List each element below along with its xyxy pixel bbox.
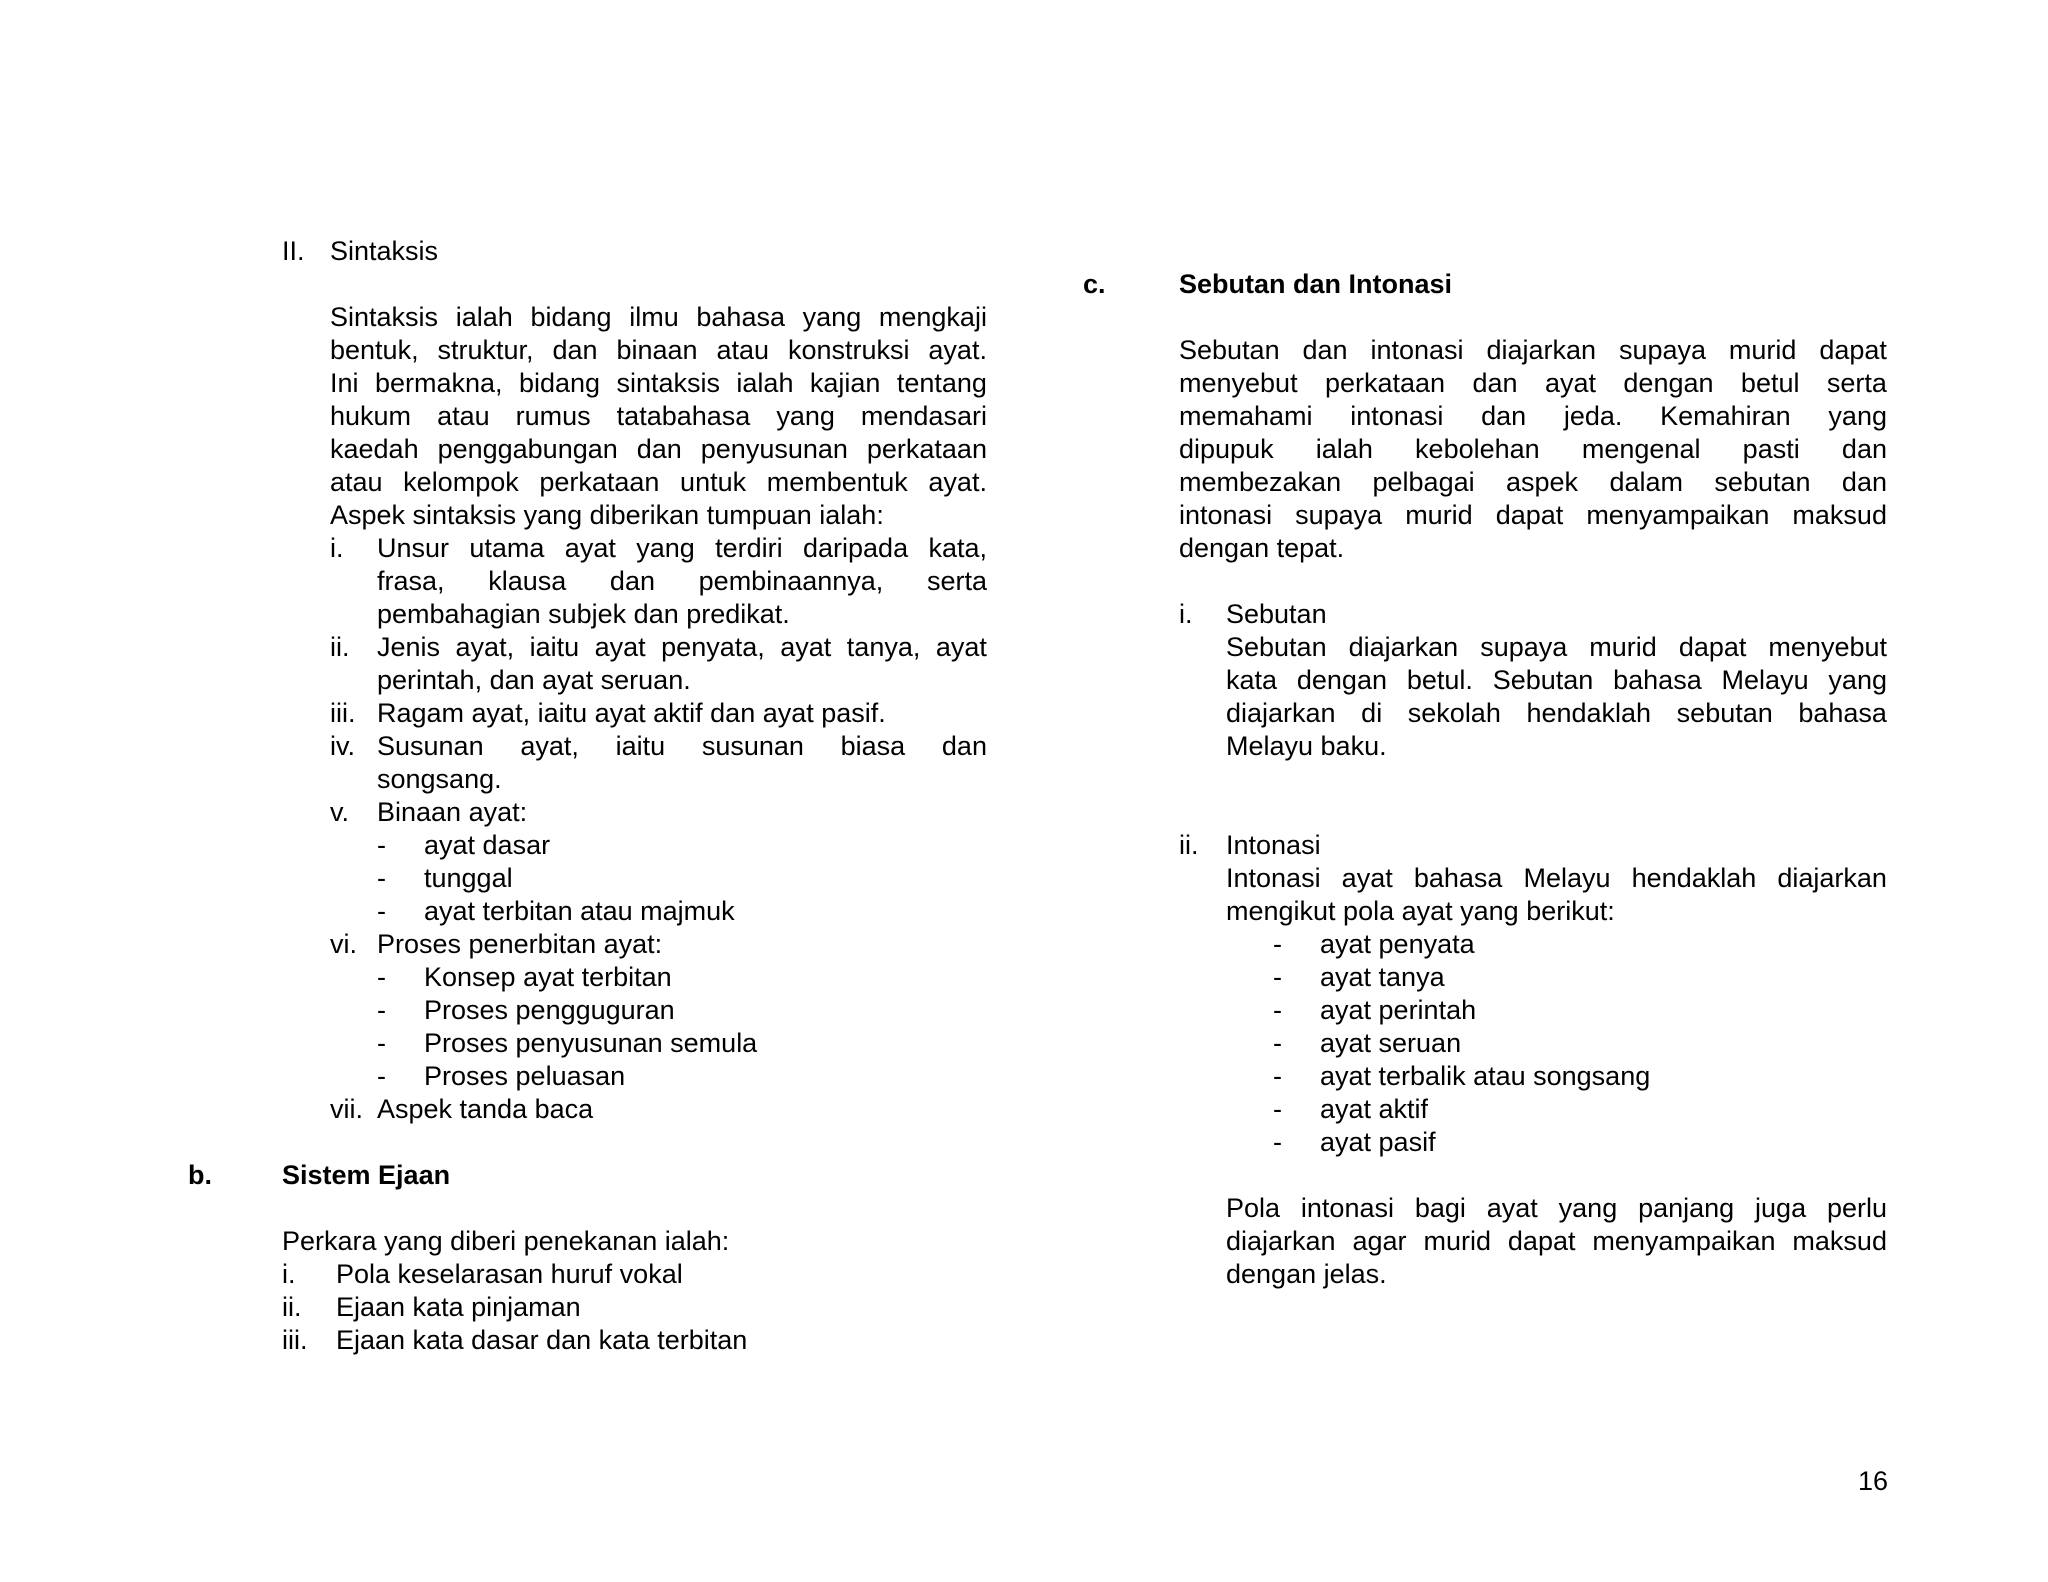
dash-marker: - bbox=[1273, 929, 1282, 959]
list-marker: iv. bbox=[330, 731, 355, 761]
word: membezakan bbox=[1179, 467, 1342, 497]
paragraph-line bbox=[330, 301, 987, 334]
word: biasa bbox=[840, 731, 906, 761]
paragraph-line bbox=[1179, 433, 1887, 466]
word: untuk bbox=[680, 467, 747, 497]
paragraph-line: dengan jelas. bbox=[1226, 1259, 1387, 1289]
word: sintaksis bbox=[616, 368, 720, 398]
word: Susunan bbox=[377, 731, 484, 761]
word: iaitu bbox=[615, 731, 666, 761]
list-marker: v. bbox=[330, 797, 349, 827]
word: penyusunan bbox=[700, 434, 848, 464]
paragraph-line bbox=[330, 433, 987, 466]
bullet-item: ayat aktif bbox=[1320, 1094, 1429, 1124]
list-marker: iii. bbox=[330, 698, 356, 728]
word: rumus bbox=[515, 401, 591, 431]
bullet-item: ayat seruan bbox=[1320, 1028, 1462, 1058]
sub-item: Konsep ayat terbitan bbox=[424, 962, 672, 992]
word: ayat. bbox=[928, 335, 987, 365]
list-item-line: Ejaan kata pinjaman bbox=[336, 1292, 581, 1322]
word: Sebutan bbox=[1226, 632, 1327, 662]
word: hendaklah bbox=[1526, 698, 1652, 728]
list-marker: i. bbox=[330, 533, 344, 563]
word: Sebutan bbox=[1179, 335, 1280, 365]
word: bagi bbox=[1414, 1193, 1466, 1223]
word: Ini bbox=[330, 368, 359, 398]
word: supaya bbox=[1295, 500, 1383, 530]
paragraph-line bbox=[330, 367, 987, 400]
word: kaedah bbox=[330, 434, 419, 464]
word: dipupuk bbox=[1179, 434, 1274, 464]
word: Jenis bbox=[377, 632, 441, 662]
word: perlu bbox=[1826, 1193, 1887, 1223]
word: dan bbox=[636, 434, 682, 464]
word: ayat, bbox=[455, 632, 515, 662]
word: perkataan bbox=[539, 467, 660, 497]
word: menyampaikan bbox=[1592, 1226, 1776, 1256]
paragraph-line: dengan tepat. bbox=[1179, 533, 1345, 563]
dash-marker: - bbox=[1273, 1127, 1282, 1157]
word: murid bbox=[1405, 500, 1473, 530]
section-title: Sintaksis bbox=[330, 236, 439, 266]
sub-item: ayat dasar bbox=[424, 830, 551, 860]
word: diajarkan bbox=[1348, 632, 1459, 662]
page-number: 16 bbox=[1857, 1466, 1888, 1496]
word: perkataan bbox=[866, 434, 987, 464]
paragraph-line: Aspek sintaksis yang diberikan tumpuan ialah: bbox=[330, 500, 884, 530]
word: bahasa bbox=[696, 302, 785, 332]
word: tentang bbox=[896, 368, 987, 398]
dash-marker: - bbox=[377, 896, 386, 926]
list-item-line: songsang. bbox=[377, 764, 502, 794]
list-item-line: Binaan ayat: bbox=[377, 797, 528, 827]
bullet-item: ayat pasif bbox=[1320, 1127, 1436, 1157]
section-title: Sistem Ejaan bbox=[282, 1160, 451, 1190]
word: kata, bbox=[928, 533, 987, 563]
paragraph-line bbox=[1226, 862, 1887, 895]
word: yang bbox=[776, 401, 835, 431]
word: intonasi bbox=[1350, 401, 1444, 431]
word: Melayu bbox=[1721, 665, 1809, 695]
word: dapat bbox=[1819, 335, 1887, 365]
dash-marker: - bbox=[377, 1028, 386, 1058]
word: hendaklah bbox=[1631, 863, 1757, 893]
subsection-title: Intonasi bbox=[1226, 830, 1321, 860]
dash-marker: - bbox=[1273, 995, 1282, 1025]
dash-marker: - bbox=[377, 863, 386, 893]
word: dan bbox=[941, 731, 987, 761]
word: bahasa bbox=[1613, 665, 1702, 695]
list-marker: vi. bbox=[330, 929, 357, 959]
word: ayat bbox=[1341, 863, 1393, 893]
list-item-line: Aspek tanda baca bbox=[377, 1094, 594, 1124]
word: utama bbox=[469, 533, 545, 563]
word: mengenal bbox=[1581, 434, 1701, 464]
list-marker: ii. bbox=[282, 1292, 302, 1322]
list-item-line: Proses penerbitan ayat: bbox=[377, 929, 663, 959]
sub-item: Proses peluasan bbox=[424, 1061, 626, 1091]
word: Kemahiran bbox=[1660, 401, 1791, 431]
word: penyata, bbox=[661, 632, 765, 662]
word: hukum bbox=[330, 401, 412, 431]
list-marker: i. bbox=[1179, 599, 1193, 629]
word: ialah bbox=[736, 368, 794, 398]
word: atau bbox=[330, 467, 383, 497]
word: daripada bbox=[803, 533, 909, 563]
word: dapat bbox=[1678, 632, 1747, 662]
list-marker: i. bbox=[282, 1259, 296, 1289]
bullet-item: ayat tanya bbox=[1320, 962, 1445, 992]
paragraph-line bbox=[330, 400, 987, 433]
word: panjang bbox=[1638, 1193, 1735, 1223]
word: ayat, bbox=[520, 731, 579, 761]
word: memahami bbox=[1179, 401, 1313, 431]
word: Melayu bbox=[1523, 863, 1611, 893]
word: konstruksi bbox=[787, 335, 910, 365]
list-item-line bbox=[377, 631, 987, 664]
list-marker: ii. bbox=[1179, 830, 1199, 860]
word: betul. bbox=[1406, 665, 1473, 695]
bullet-item: ayat perintah bbox=[1320, 995, 1477, 1025]
paragraph-line bbox=[1179, 367, 1887, 400]
word: kata bbox=[1226, 665, 1278, 695]
word: mengkaji bbox=[878, 302, 987, 332]
word: ilmu bbox=[629, 302, 679, 332]
paragraph-line bbox=[1179, 466, 1887, 499]
word: ialah bbox=[455, 302, 513, 332]
word: murid bbox=[1728, 335, 1797, 365]
paragraph-line: Melayu baku. bbox=[1226, 731, 1387, 761]
word: pembinaannya, bbox=[698, 566, 884, 596]
list-item-line bbox=[377, 565, 987, 598]
intro-line: Perkara yang diberi penekanan ialah: bbox=[282, 1226, 730, 1256]
word: serta bbox=[926, 566, 987, 596]
word: intonasi bbox=[1179, 500, 1273, 530]
word: dan bbox=[1472, 368, 1518, 398]
dash-marker: - bbox=[377, 995, 386, 1025]
word: ayat. bbox=[928, 467, 987, 497]
list-item-line: Pola keselarasan huruf vokal bbox=[336, 1259, 683, 1289]
paragraph-line bbox=[1226, 1225, 1887, 1258]
word: dengan bbox=[1296, 665, 1387, 695]
paragraph-line bbox=[1179, 400, 1887, 433]
dash-marker: - bbox=[377, 830, 386, 860]
word: ayat bbox=[780, 632, 832, 662]
word: klausa bbox=[488, 566, 567, 596]
list-marker: vii. bbox=[330, 1094, 363, 1124]
word: kajian bbox=[809, 368, 881, 398]
word: ayat bbox=[935, 632, 987, 662]
word: diajarkan bbox=[1226, 698, 1336, 728]
word: Sebutan bbox=[1492, 665, 1594, 695]
word: mendasari bbox=[860, 401, 987, 431]
word: murid bbox=[1423, 1226, 1491, 1256]
word: ayat bbox=[1544, 368, 1596, 398]
word: bidang bbox=[530, 302, 612, 332]
word: diajarkan bbox=[1226, 1226, 1336, 1256]
word: dalam bbox=[1609, 467, 1684, 497]
word: agar bbox=[1352, 1226, 1407, 1256]
word: bahasa bbox=[1798, 698, 1887, 728]
paragraph-line bbox=[1226, 1192, 1887, 1225]
word: bermakna, bbox=[374, 368, 503, 398]
list-item-line: Ragam ayat, iaitu ayat aktif dan ayat pasif. bbox=[377, 698, 886, 728]
sub-item: Proses penyusunan semula bbox=[424, 1028, 758, 1058]
word: ayat bbox=[594, 632, 646, 662]
paragraph-line bbox=[1226, 631, 1887, 664]
word: dan bbox=[609, 566, 655, 596]
word: kebolehan bbox=[1415, 434, 1540, 464]
section-marker: b. bbox=[188, 1160, 212, 1190]
section-marker: c. bbox=[1083, 269, 1106, 299]
sub-item: ayat terbitan atau majmuk bbox=[424, 896, 735, 926]
word: maksud bbox=[1792, 1226, 1887, 1256]
word: ayat bbox=[1486, 1193, 1538, 1223]
word: jeda. bbox=[1563, 401, 1623, 431]
word: murid bbox=[1589, 632, 1657, 662]
sub-item: Proses pengguguran bbox=[424, 995, 675, 1025]
word: dapat bbox=[1495, 500, 1564, 530]
word: membentuk bbox=[766, 467, 908, 497]
bullet-item: ayat penyata bbox=[1320, 929, 1475, 959]
word: ialah bbox=[1315, 434, 1373, 464]
word: intonasi bbox=[1370, 335, 1464, 365]
word: dan bbox=[1481, 401, 1527, 431]
dash-marker: - bbox=[377, 1061, 386, 1091]
dash-marker: - bbox=[1273, 1028, 1282, 1058]
section-marker: II. bbox=[282, 236, 305, 266]
word: dapat bbox=[1507, 1226, 1576, 1256]
sub-item: tunggal bbox=[424, 863, 513, 893]
bullet-item: ayat terbalik atau songsang bbox=[1320, 1061, 1651, 1091]
word: bahasa bbox=[1413, 863, 1503, 893]
dash-marker: - bbox=[377, 962, 386, 992]
word: diajarkan bbox=[1486, 335, 1597, 365]
paragraph-line: mengikut pola ayat yang berikut: bbox=[1226, 896, 1615, 926]
word: bidang bbox=[518, 368, 601, 398]
word: pelbagai bbox=[1372, 467, 1475, 497]
word: ayat bbox=[564, 533, 616, 563]
list-item-line: perintah, dan ayat seruan. bbox=[377, 665, 691, 695]
paragraph-line bbox=[330, 334, 987, 367]
word: sekolah bbox=[1407, 698, 1501, 728]
word: binaan bbox=[616, 335, 698, 365]
word: dan bbox=[1302, 335, 1348, 365]
subsection-title: Sebutan bbox=[1226, 599, 1327, 629]
word: iaitu bbox=[529, 632, 580, 662]
list-marker: iii. bbox=[282, 1325, 308, 1355]
paragraph-line bbox=[1179, 334, 1887, 367]
word: tanya, bbox=[846, 632, 921, 662]
word: kelompok bbox=[403, 467, 519, 497]
word: yang bbox=[636, 533, 695, 563]
word: supaya bbox=[1480, 632, 1568, 662]
paragraph-line bbox=[1226, 697, 1887, 730]
word: sebutan bbox=[1714, 467, 1811, 497]
word: frasa, bbox=[377, 566, 445, 596]
word: yang bbox=[1828, 401, 1887, 431]
section-title: Sebutan dan Intonasi bbox=[1179, 269, 1453, 299]
word: Pola bbox=[1226, 1193, 1281, 1223]
paragraph-line bbox=[1179, 499, 1887, 532]
word: tatabahasa bbox=[616, 401, 751, 431]
word: struktur, bbox=[437, 335, 534, 365]
word: Intonasi bbox=[1226, 863, 1321, 893]
paragraph-line bbox=[330, 466, 987, 499]
word: Unsur bbox=[377, 533, 450, 563]
list-marker: ii. bbox=[330, 632, 350, 662]
list-item-line bbox=[377, 532, 987, 565]
word: serta bbox=[1826, 368, 1887, 398]
word: juga bbox=[1755, 1193, 1807, 1223]
word: betul bbox=[1740, 368, 1800, 398]
word: penggabungan bbox=[437, 434, 618, 464]
word: dan bbox=[1841, 467, 1887, 497]
word: dan bbox=[1841, 434, 1887, 464]
word: atau bbox=[716, 335, 770, 365]
word: diajarkan bbox=[1777, 863, 1887, 893]
word: yang bbox=[1558, 1193, 1618, 1223]
word: intonasi bbox=[1300, 1193, 1394, 1223]
word: maksud bbox=[1792, 500, 1887, 530]
word: menyebut bbox=[1179, 368, 1298, 398]
word: yang bbox=[802, 302, 862, 332]
word: Sintaksis bbox=[330, 302, 439, 332]
word: perkataan bbox=[1324, 368, 1446, 398]
word: dan bbox=[552, 335, 598, 365]
list-item-line: Ejaan kata dasar dan kata terbitan bbox=[336, 1325, 748, 1355]
word: supaya bbox=[1618, 335, 1707, 365]
word: pasti bbox=[1742, 434, 1800, 464]
word: susunan bbox=[701, 731, 804, 761]
list-item-line bbox=[377, 730, 987, 763]
word: dengan bbox=[1623, 368, 1714, 398]
word: yang bbox=[1828, 665, 1887, 695]
word: terdiri bbox=[715, 533, 783, 563]
word: aspek bbox=[1506, 467, 1579, 497]
dash-marker: - bbox=[1273, 1061, 1282, 1091]
word: menyebut bbox=[1768, 632, 1887, 662]
word: di bbox=[1361, 698, 1383, 728]
paragraph-line bbox=[1226, 664, 1887, 697]
word: atau bbox=[437, 401, 490, 431]
dash-marker: - bbox=[1273, 962, 1282, 992]
word: menyampaikan bbox=[1586, 500, 1770, 530]
dash-marker: - bbox=[1273, 1094, 1282, 1124]
word: sebutan bbox=[1676, 698, 1773, 728]
list-item-line: pembahagian subjek dan predikat. bbox=[377, 599, 790, 629]
word: bentuk, bbox=[330, 335, 419, 365]
